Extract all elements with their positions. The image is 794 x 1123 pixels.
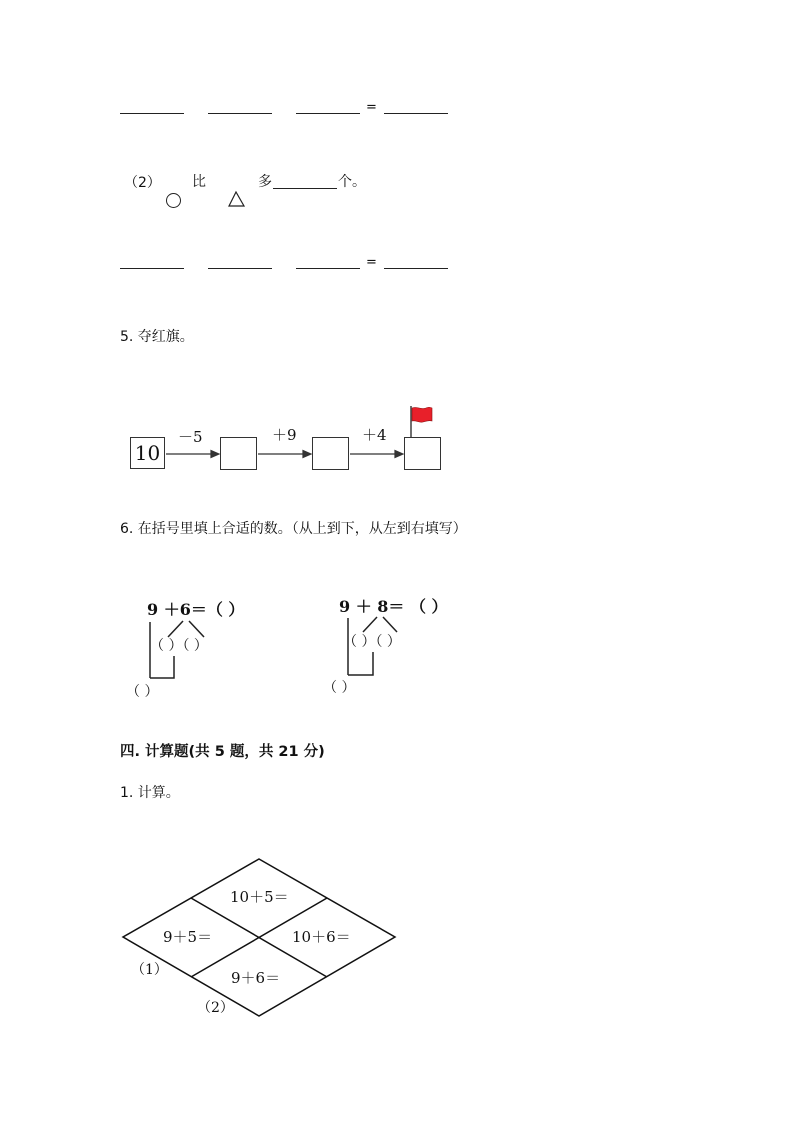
equals-sign: =	[366, 255, 377, 270]
calc-cell[interactable]: 9＋6＝	[231, 969, 281, 987]
split-parens[interactable]: （ ）（ ）	[343, 634, 401, 650]
calc-cell[interactable]: 10＋6＝	[292, 928, 351, 946]
bottom-parens[interactable]: （ ）	[126, 684, 159, 700]
op-label: －5	[178, 428, 203, 446]
equation: 9 ＋ 8＝ （ ）	[339, 597, 448, 616]
question-number: （2）	[124, 175, 161, 191]
bottom-parens[interactable]: （ ）	[323, 680, 356, 696]
equation: 9 ＋6＝（ ）	[147, 600, 245, 619]
split-parens[interactable]: （ ）（ ）	[150, 638, 208, 654]
start-value: 10	[134, 441, 161, 465]
row-label-2: （2）	[197, 1000, 234, 1016]
equals-sign: =	[366, 100, 377, 115]
q5-title: 5. 夺红旗。	[120, 329, 194, 345]
compare-word: 比	[192, 174, 206, 190]
more-word: 多	[258, 174, 272, 190]
section-heading: 四. 计算题(共 5 题，共 21 分)	[120, 744, 325, 760]
q1-title: 1. 计算。	[120, 785, 180, 801]
op-label: ＋9	[272, 426, 297, 444]
row-label-1: （1）	[131, 962, 168, 978]
op-label: ＋4	[362, 426, 387, 444]
calc-cell[interactable]: 10＋5＝	[230, 888, 289, 906]
calc-cell[interactable]: 9＋5＝	[163, 928, 213, 946]
q6-title: 6. 在括号里填上合适的数。（从上到下，从左到右填写）	[120, 521, 467, 537]
suffix-text: 个。	[338, 174, 366, 190]
